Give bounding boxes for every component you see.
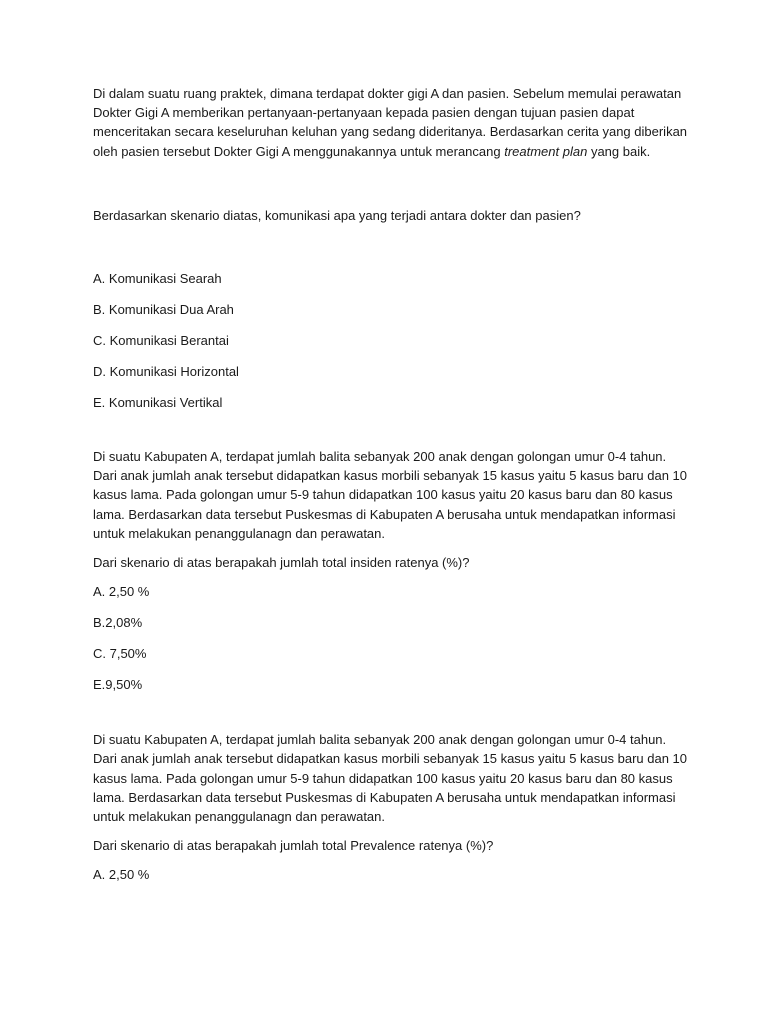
question3-scenario: Di suatu Kabupaten A, terdapat jumlah balita sebanyak 200 anak dengan golongan umur 0-4 tahun. Dari anak jumlah anak tersebut didapatkan kasus morbili sebanyak 15 kasus yaitu 5 kasus baru dan 10 kasus lama. Pada golongan umur 5-9 tahun didapatkan 100 kasus yaitu 20 kasus baru dan 80 kasus lama. Berdasarkan data tersebut Puskesmas di Kabupaten A berusaha untuk mendapatkan informasi untuk melakukan penanggulanagn dan perawatan. <box>93 732 688 825</box>
question1-scenario-italic: treatment plan <box>504 143 588 159</box>
question1-option-a: A. Komunikasi Searah <box>93 271 222 287</box>
question1-scenario-text: Di dalam suatu ruang praktek, dimana terdapat dokter gigi A dan pasien. Sebelum memulai perawatan Dokter Gigi A memberikan pertanyaan-pertanyaan kepada pasien dengan tujuan pasien dapat menceritakan secara keseluruhan keluhan yang sedang dideritanya. Berdasarkan cerita yang diberikan oleh pasien tersebut Dokter Gigi A menggunakannya untuk merancang <box>93 86 688 159</box>
question2-option-e: E.9,50% <box>93 677 143 693</box>
question1-options <box>93 269 693 412</box>
question1-option-d: D. Komunikasi Horizontal <box>93 364 239 380</box>
question3-prompt: Dari skenario di atas berapakah jumlah total Prevalence ratenya (%)? <box>93 838 494 854</box>
question2-option-b: B.2,08% <box>93 615 143 631</box>
question1-option-b: B. Komunikasi Dua Arah <box>93 302 234 318</box>
question1-scenario <box>93 84 693 161</box>
question1-option-c: C. Komunikasi Berantai <box>93 333 229 349</box>
question3-options <box>93 865 693 884</box>
question1-option-e: E. Komunikasi Vertikal <box>93 395 223 411</box>
question1-prompt: Berdasarkan skenario diatas, komunikasi apa yang terjadi antara dokter dan pasien? <box>93 207 581 223</box>
question1-scenario-tail: yang baik. <box>587 143 651 159</box>
question2-option-c: C. 7,50% <box>93 646 147 662</box>
question3 <box>93 730 693 884</box>
question2-options <box>93 582 693 694</box>
document-page <box>93 84 693 896</box>
question3-option-a: A. 2,50 % <box>93 867 150 883</box>
question2-prompt: Dari skenario di atas berapakah jumlah total insiden ratenya (%)? <box>93 555 470 571</box>
question2-scenario: Di suatu Kabupaten A, terdapat jumlah balita sebanyak 200 anak dengan golongan umur 0-4 tahun. Dari anak jumlah anak tersebut didapatkan kasus morbili sebanyak 15 kasus yaitu 5 kasus baru dan 10 kasus lama. Pada golongan umur 5-9 tahun didapatkan 100 kasus yaitu 20 kasus baru dan 80 kasus lama. Berdasarkan data tersebut Puskesmas di Kabupaten A berusaha untuk mendapatkan informasi untuk melakukan penanggulanagn dan perawatan. <box>93 449 688 541</box>
question2-option-a: A. 2,50 % <box>93 584 150 600</box>
question2 <box>93 447 693 694</box>
